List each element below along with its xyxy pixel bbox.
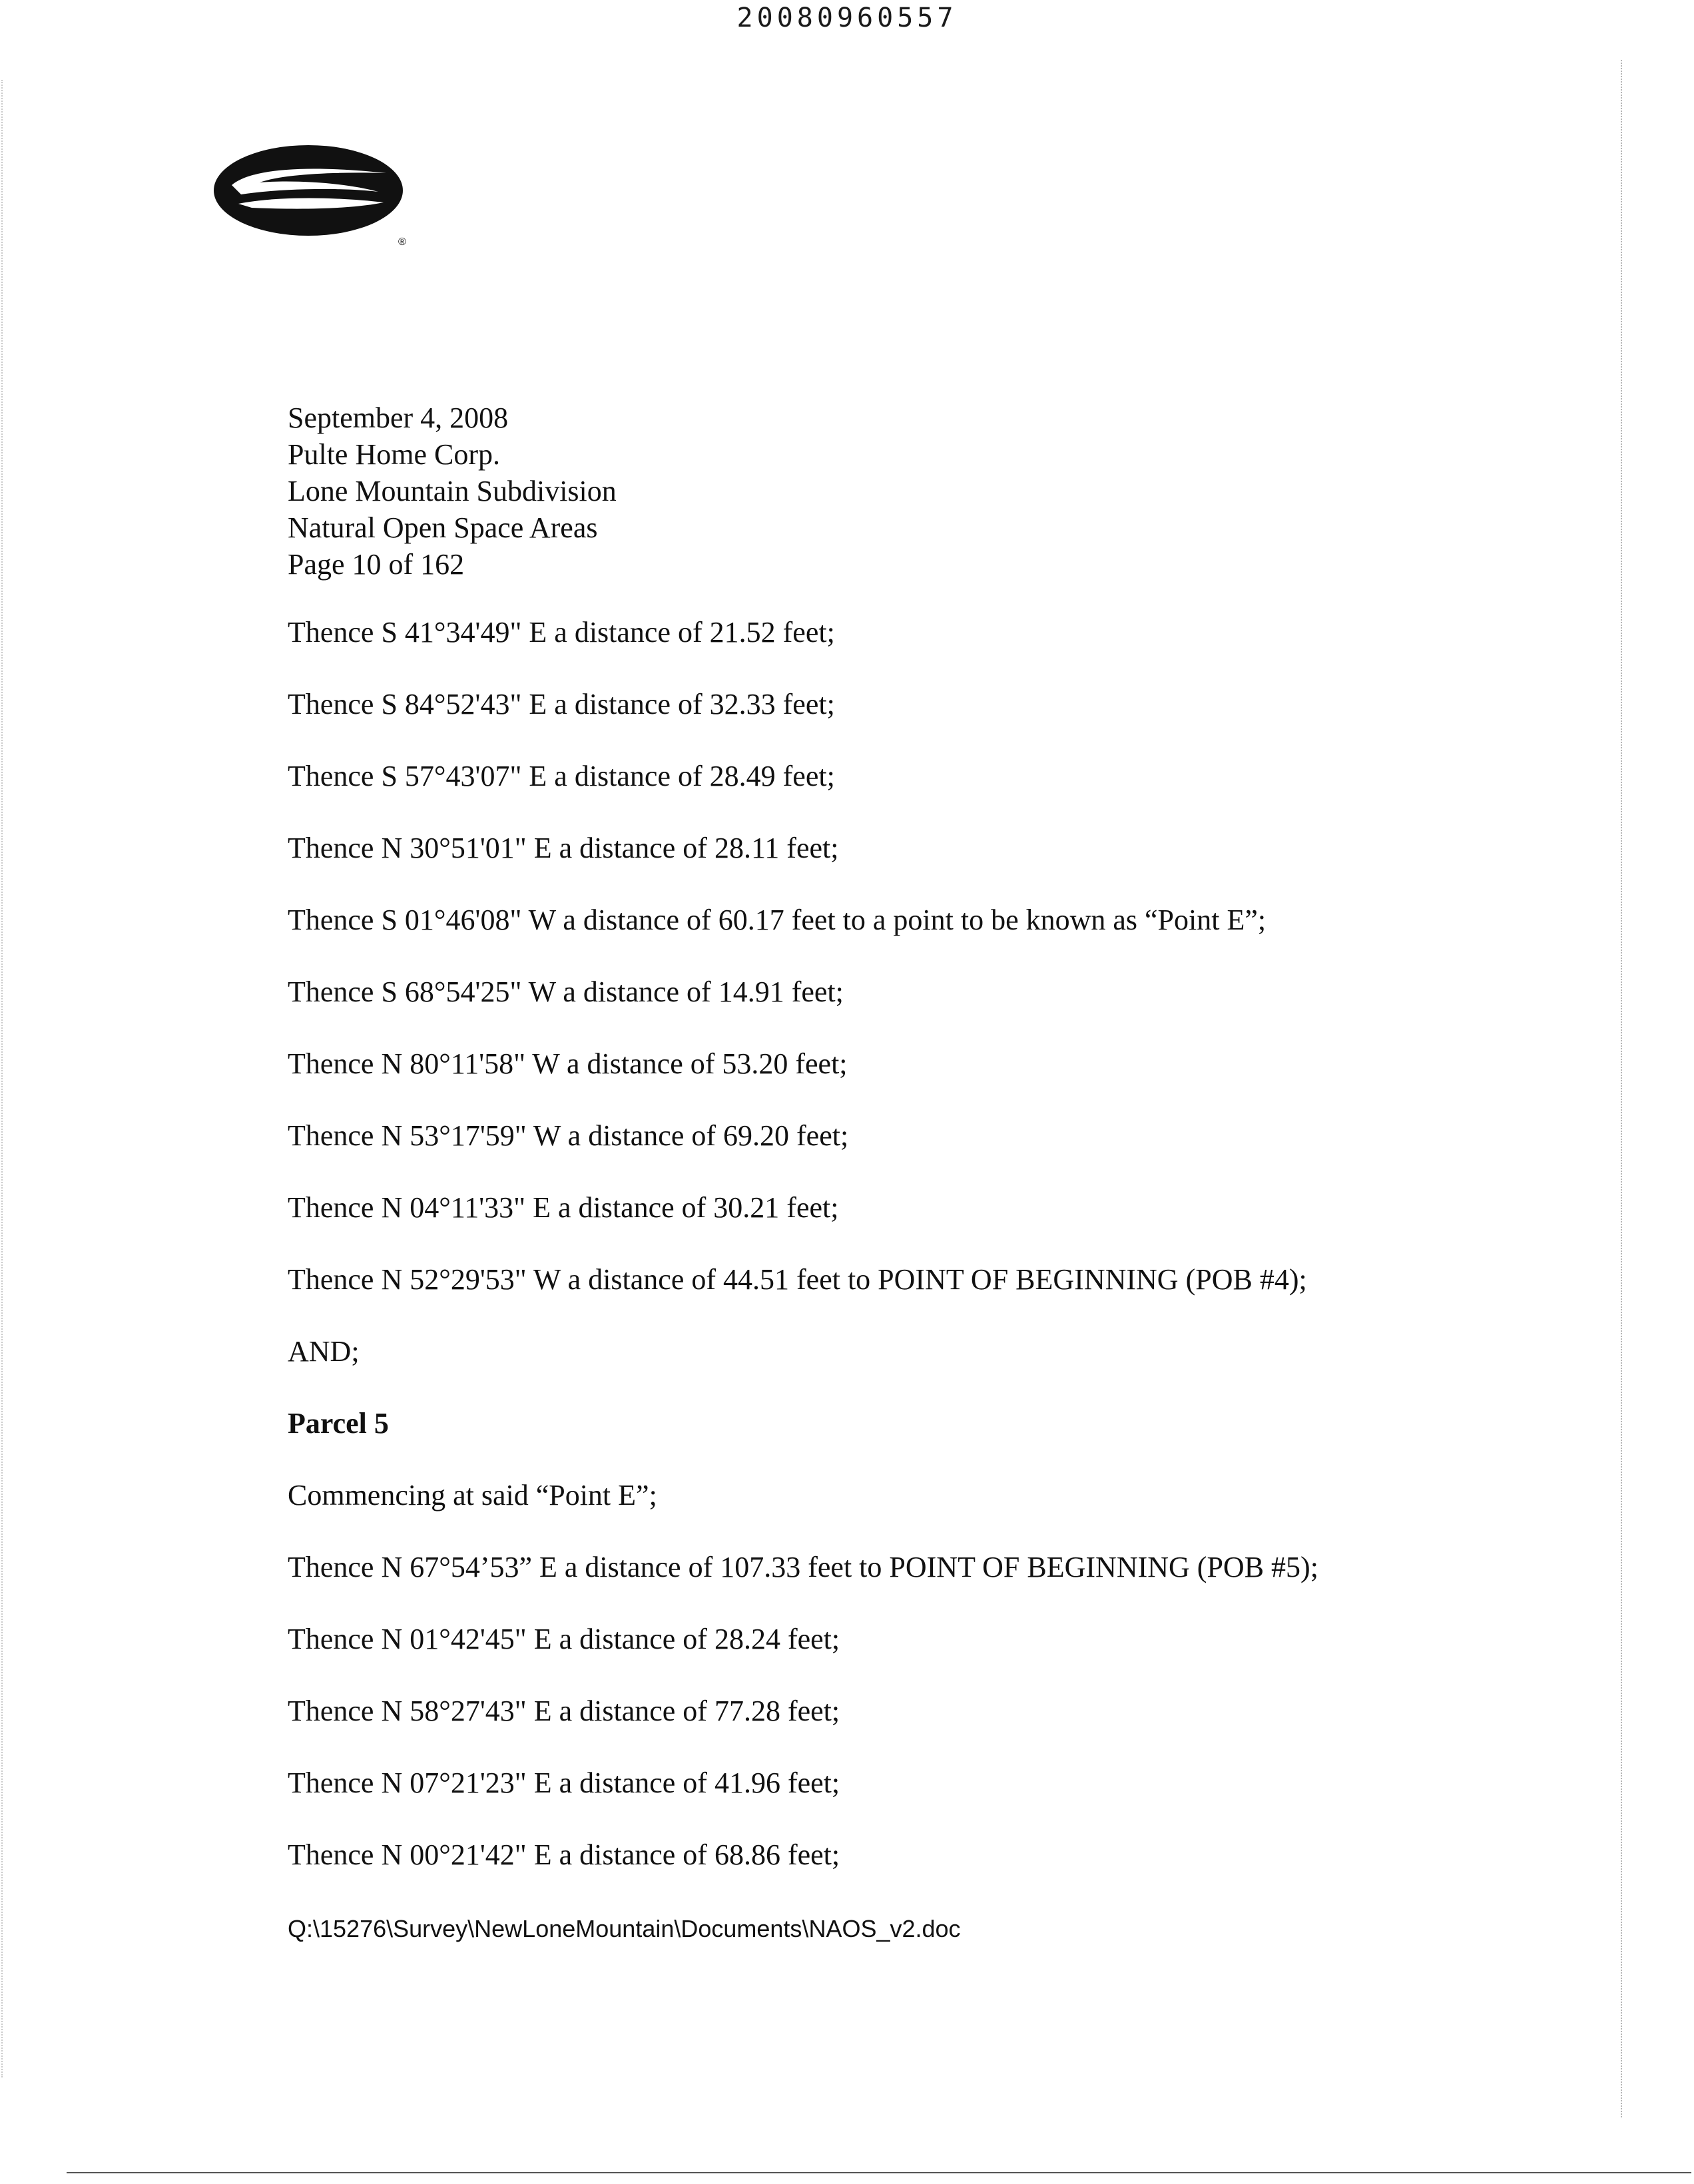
bearing-line: Thence N 01°42'45" E a distance of 28.24 feet; — [288, 1623, 840, 1655]
header-date: September 4, 2008 — [288, 402, 509, 434]
bearing-line: Thence N 80°11'58" W a distance of 53.20 feet; — [288, 1047, 848, 1080]
scan-edge-bottom — [67, 2172, 1691, 2173]
svg-text:®: ® — [398, 236, 406, 248]
header-area: Natural Open Space Areas — [288, 511, 598, 544]
header-subdivision: Lone Mountain Subdivision — [288, 475, 617, 507]
parcel-heading: Parcel 5 — [288, 1407, 389, 1440]
bearing-line: Thence N 00°21'42" E a distance of 68.86 feet; — [288, 1838, 840, 1871]
letter-header — [288, 400, 617, 583]
company-logo — [212, 138, 412, 252]
bearing-line: Thence N 04°11'33" E a distance of 30.21 feet; — [288, 1191, 839, 1224]
bearing-line: Thence N 07°21'23" E a distance of 41.96 feet; — [288, 1767, 840, 1799]
conjunction-line: AND; — [288, 1335, 360, 1368]
bearing-line: Thence N 52°29'53" W a distance of 44.51 feet to POINT OF BEGINNING (POB #4); — [288, 1263, 1307, 1296]
bearing-line: Thence S 84°52'43" E a distance of 32.33 feet; — [288, 688, 835, 720]
header-page: Page 10 of 162 — [288, 548, 465, 581]
bearing-line: Thence S 41°34'49" E a distance of 21.52 feet; — [288, 616, 835, 649]
header-company: Pulte Home Corp. — [288, 438, 500, 471]
bearing-line: Thence S 57°43'07" E a distance of 28.49 feet; — [288, 760, 835, 792]
scan-edge-left — [1, 80, 3, 2077]
bearing-line: Thence S 68°54'25" W a distance of 14.91 feet; — [288, 975, 844, 1008]
scan-edge-right — [1621, 60, 1622, 2117]
stylized-s-ellipse-logo-icon — [212, 138, 412, 252]
bearing-line: Thence N 58°27'43" E a distance of 77.28 feet; — [288, 1695, 840, 1727]
bearing-line: Thence N 67°54’53” E a distance of 107.33 feet to POINT OF BEGINNING (POB #5); — [288, 1551, 1318, 1583]
bearing-line: Thence N 53°17'59" W a distance of 69.20 feet; — [288, 1119, 849, 1152]
commencing-line: Commencing at said “Point E”; — [288, 1479, 657, 1511]
bearing-line: Thence N 30°51'01" E a distance of 28.11 feet; — [288, 832, 839, 864]
bearing-line: Thence S 01°46'08" W a distance of 60.17 feet to a point to be known as “Point E”; — [288, 904, 1267, 936]
document-number: 20080960557 — [736, 3, 958, 33]
file-path-footer: Q:\15276\Survey\NewLoneMountain\Documents\NAOS_v2.doc — [288, 1915, 961, 1942]
